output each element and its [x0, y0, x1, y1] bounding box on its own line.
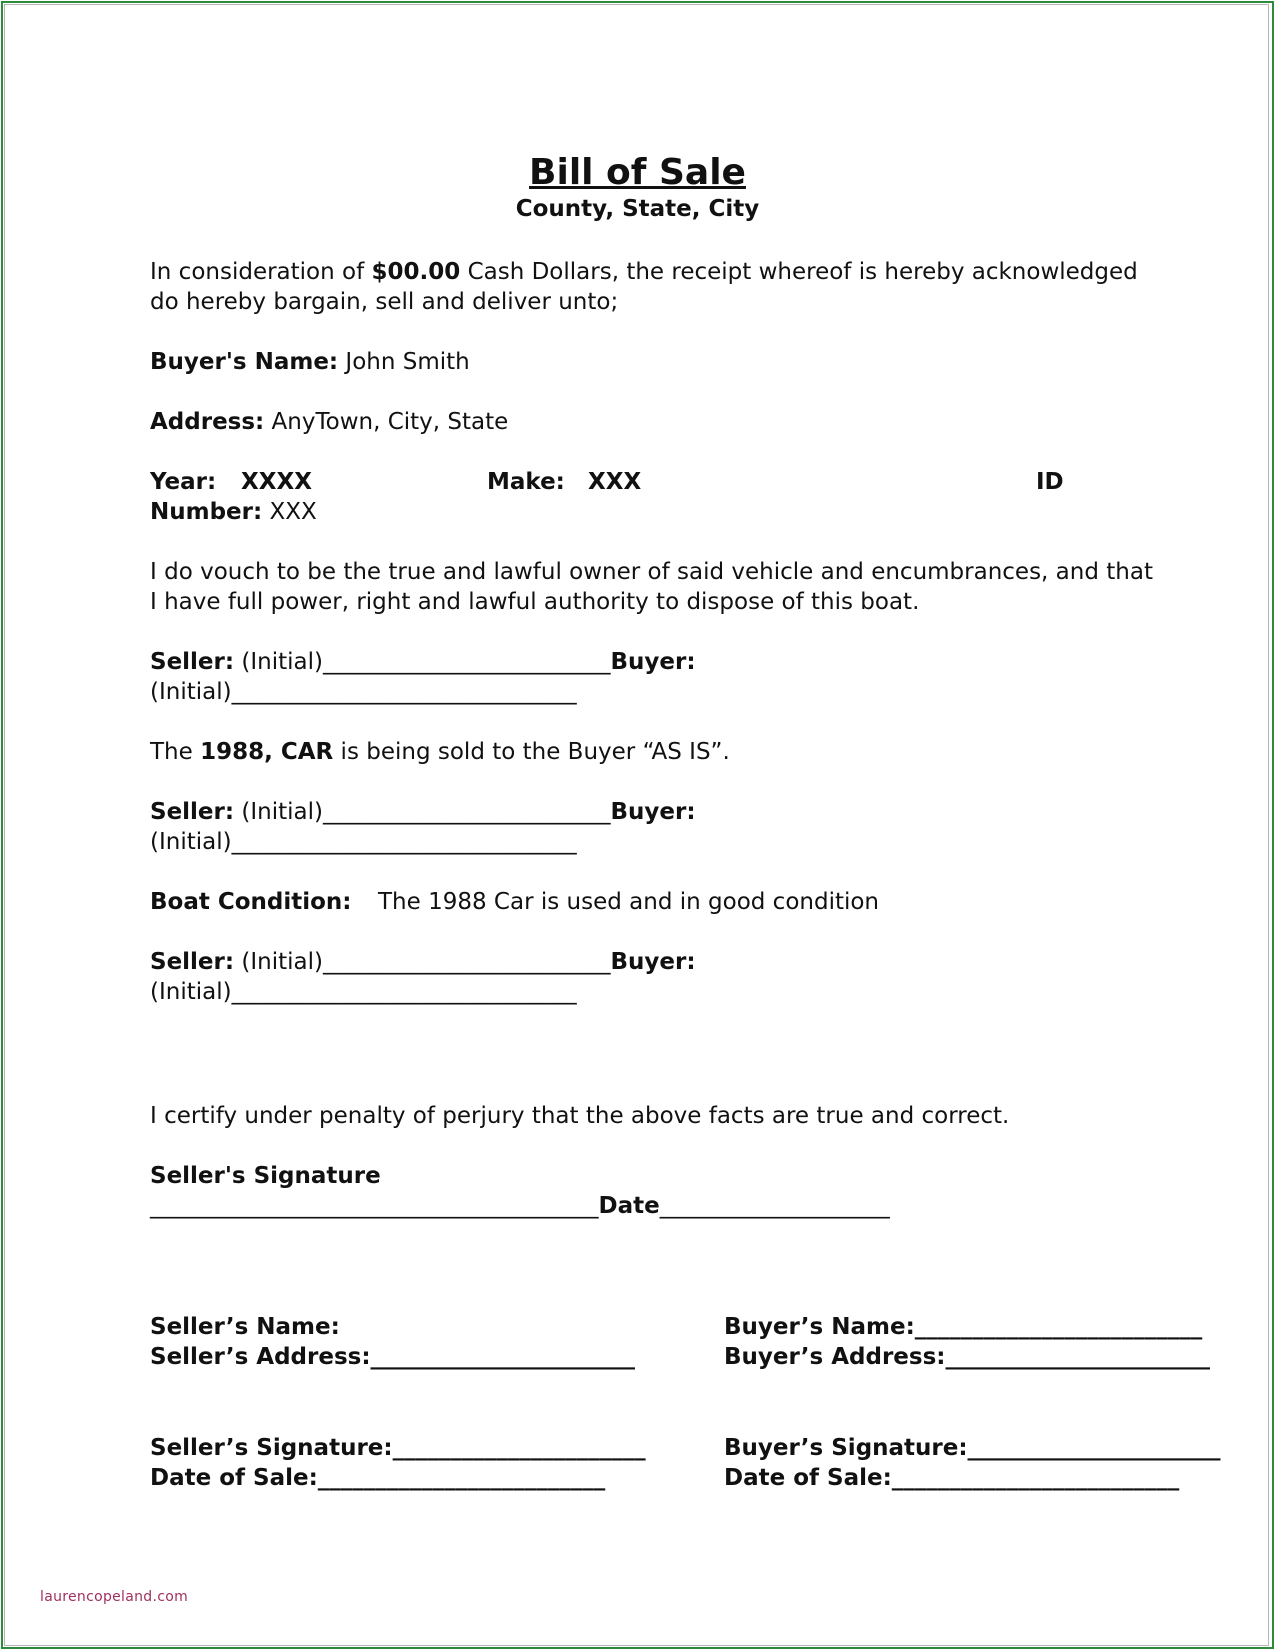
number-label: Number: [150, 499, 263, 525]
buyer-initial-field[interactable]: (Initial)______________________________ [150, 829, 577, 855]
buyer-name-field[interactable] [724, 1312, 1202, 1342]
make-label: Make: [487, 469, 565, 495]
as-is-line [150, 737, 730, 767]
seller-initial-field[interactable]: (Initial)_________________________ [234, 649, 611, 675]
seller-name-label [150, 1312, 340, 1342]
buyer-address-field[interactable] [724, 1342, 1210, 1372]
number-value: XXX [262, 499, 317, 525]
seller-signature-field[interactable]: _______________________________________ [150, 1193, 599, 1219]
certify-statement: I certify under penalty of perjury that the above facts are true and correct. [150, 1103, 1010, 1129]
seller-signature-text: Seller’s Signature:______________________ [150, 1435, 646, 1461]
buyer-signature-text: Buyer’s Signature:______________________ [724, 1435, 1221, 1461]
consideration-amount: $00.00 [371, 259, 461, 285]
seller-signature-label: Seller's Signature [150, 1163, 381, 1189]
vouch-line-1: I do vouch to be the true and lawful owner of said vehicle and encumbrances, and that [150, 559, 1153, 585]
initials-seller-line-2 [150, 797, 696, 827]
year-label: Year: [150, 469, 217, 495]
seller-signature-field-bottom[interactable] [150, 1433, 646, 1463]
buyer-initial-label: Buyer: [610, 649, 696, 675]
as-is-vehicle: 1988, CAR [200, 739, 334, 765]
id-field [1036, 467, 1064, 497]
buyer-name-label: Buyer's Name: [150, 349, 339, 375]
seller-initial-label: Seller: [150, 649, 235, 675]
watermark: laurencopeland.com [40, 1589, 189, 1605]
document-subtitle: County, State, City [515, 196, 760, 222]
buyer-address-text: Buyer’s Address:_______________________ [724, 1344, 1210, 1370]
address-value: AnyTown, City, State [264, 409, 509, 435]
seller-address-text: Seller’s Address:_______________________ [150, 1344, 636, 1370]
seller-address-field[interactable] [150, 1342, 635, 1372]
seller-initial-field[interactable]: (Initial)_________________________ [234, 799, 611, 825]
buyer-date-text: Date of Sale:_________________________ [724, 1465, 1180, 1491]
number-line [150, 497, 317, 527]
seller-initial-label: Seller: [150, 949, 235, 975]
date-field[interactable]: ____________________ [659, 1193, 890, 1219]
consideration-line-1 [150, 257, 1138, 287]
year-field [150, 467, 216, 497]
initials-seller-line-3 [150, 947, 696, 977]
initials-seller-line-1 [150, 647, 696, 677]
seller-date-of-sale-field[interactable] [150, 1463, 605, 1493]
make-field [487, 467, 565, 497]
buyer-initial-field[interactable]: (Initial)______________________________ [150, 979, 577, 1005]
buyer-name-line [150, 347, 470, 377]
condition-label-text: Boat Condition: [150, 889, 352, 915]
buyer-name-text: Buyer’s Name:_________________________ [724, 1314, 1203, 1340]
seller-signature-heading [150, 1161, 381, 1191]
consideration-suffix: Cash Dollars, the receipt whereof is hereby acknowledged [460, 259, 1138, 285]
condition-label [150, 887, 352, 917]
buyer-name-value: John Smith [338, 349, 470, 375]
as-is-suffix: is being sold to the Buyer “AS IS”. [333, 739, 730, 765]
id-label: ID [1036, 469, 1064, 495]
buyer-initial-label: Buyer: [610, 799, 696, 825]
vouch-line-2: I have full power, right and lawful authority to dispose of this boat. [150, 589, 920, 615]
as-is-prefix: The [150, 739, 201, 765]
make-value-text: XXX [588, 469, 642, 495]
seller-initial-label: Seller: [150, 799, 235, 825]
buyer-date-of-sale-field[interactable] [724, 1463, 1179, 1493]
year-value [241, 467, 312, 497]
address-label: Address: [150, 409, 265, 435]
consideration-prefix: In consideration of [150, 259, 372, 285]
consideration-line-2: do hereby bargain, sell and deliver unto; [150, 289, 619, 315]
seller-name-text: Seller’s Name: [150, 1314, 340, 1340]
date-label: Date [598, 1193, 660, 1219]
buyer-signature-field-bottom[interactable] [724, 1433, 1221, 1463]
seller-signature-date-line [150, 1191, 890, 1221]
buyer-initial-label: Buyer: [610, 949, 696, 975]
make-value [588, 467, 641, 497]
address-line [150, 407, 508, 437]
condition-value: The 1988 Car is used and in good condition [378, 889, 880, 915]
document-title: Bill of Sale [529, 152, 746, 193]
buyer-initial-field[interactable]: (Initial)______________________________ [150, 679, 577, 705]
seller-date-text: Date of Sale:_________________________ [150, 1465, 606, 1491]
seller-initial-field[interactable]: (Initial)_________________________ [234, 949, 611, 975]
year-value-text: XXXX [241, 469, 312, 495]
